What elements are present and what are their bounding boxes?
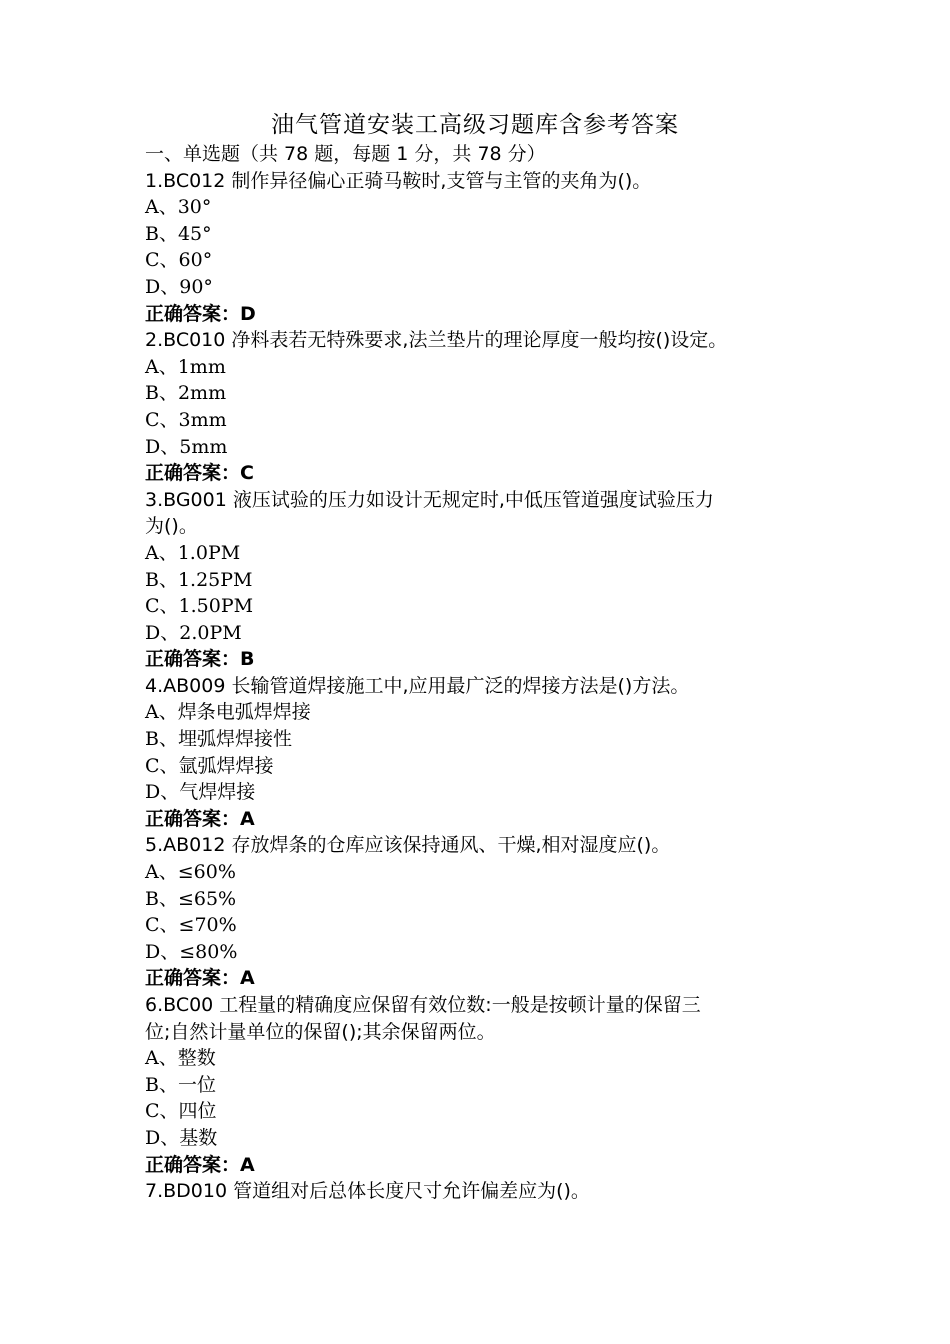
correct-answer-label: 正确答案： <box>145 302 241 325</box>
correct-answer-label: 正确答案： <box>145 967 241 990</box>
correct-answer-value: A <box>240 1153 255 1176</box>
answer-option: C、≤70% <box>145 914 237 937</box>
questions-container <box>145 168 815 1205</box>
correct-answer-label: 正确答案： <box>145 462 241 485</box>
question-text: 7.BD010 管道组对后总体长度尺寸允许偏差应为()。 <box>145 1180 590 1203</box>
answer-option: C、四位 <box>145 1100 217 1123</box>
answer-option: A、焊条电弧焊焊接 <box>145 701 311 724</box>
question-list <box>145 141 815 1205</box>
question-block <box>145 673 815 833</box>
answer-option: D、90° <box>145 275 213 298</box>
correct-answer <box>145 646 815 673</box>
answer-option: D、气焊焊接 <box>145 781 256 804</box>
question-block <box>145 992 815 1178</box>
answer-option: B、一位 <box>145 1073 216 1096</box>
answer-option: C、氩弧焊焊接 <box>145 754 274 777</box>
question-text: 4.AB009 长输管道焊接施工中,应用最广泛的焊接方法是()方法。 <box>145 674 690 697</box>
correct-answer <box>145 460 815 487</box>
answer-option: D、≤80% <box>145 940 238 963</box>
answer-option: B、2mm <box>145 382 227 405</box>
correct-answer <box>145 301 815 328</box>
correct-answer-value: B <box>240 648 255 671</box>
correct-answer-value: A <box>240 807 255 830</box>
question-text: 1.BC012 制作异径偏心正骑马鞍时,支管与主管的夹角为()。 <box>145 169 652 192</box>
correct-answer-label: 正确答案： <box>145 807 241 830</box>
question-text: 5.AB012 存放焊条的仓库应该保持通风、干燥,相对湿度应()。 <box>145 834 671 857</box>
correct-answer <box>145 965 815 992</box>
correct-answer <box>145 806 815 833</box>
correct-answer <box>145 1152 815 1179</box>
answer-option: B、1.25PM <box>145 568 253 591</box>
question-block <box>145 168 815 328</box>
section-heading: 一、单选题（共 78 题，每题 1 分，共 78 分） <box>145 143 546 165</box>
answer-option: A、≤60% <box>145 861 236 884</box>
answer-option: D、5mm <box>145 435 228 458</box>
document-title: 油气管道安装工高级习题库含参考答案 <box>271 112 679 138</box>
answer-option: C、1.50PM <box>145 595 254 618</box>
answer-option: B、埋弧焊焊接性 <box>145 728 292 751</box>
question-text: 位;自然计量单位的保留();其余保留两位。 <box>145 1020 496 1043</box>
answer-option: A、1.0PM <box>145 541 241 564</box>
question-block <box>145 832 815 992</box>
question-block <box>145 1178 815 1205</box>
correct-answer-value: C <box>240 462 254 485</box>
answer-option: C、3mm <box>145 408 227 431</box>
answer-option: A、整数 <box>145 1047 216 1070</box>
question-text: 2.BC010 净料表若无特殊要求,法兰垫片的理论厚度一般均按()设定。 <box>145 329 728 352</box>
correct-answer-value: A <box>240 967 255 990</box>
question-block <box>145 327 815 487</box>
answer-option: B、45° <box>145 222 212 245</box>
answer-option: C、60° <box>145 249 213 272</box>
question-text: 为()。 <box>145 515 198 538</box>
correct-answer-label: 正确答案： <box>145 1153 241 1176</box>
question-text: 3.BG001 液压试验的压力如设计无规定时,中低压管道强度试验压力 <box>145 488 714 511</box>
question-block <box>145 487 815 673</box>
answer-option: A、30° <box>145 196 212 219</box>
answer-option: D、基数 <box>145 1126 218 1149</box>
correct-answer-label: 正确答案： <box>145 648 241 671</box>
answer-option: A、1mm <box>145 355 226 378</box>
answer-option: B、≤65% <box>145 887 237 910</box>
answer-option: D、2.0PM <box>145 621 242 644</box>
correct-answer-value: D <box>240 302 256 325</box>
question-text: 6.BC00 工程量的精确度应保留有效位数:一般是按顿计量的保留三 <box>145 994 701 1016</box>
